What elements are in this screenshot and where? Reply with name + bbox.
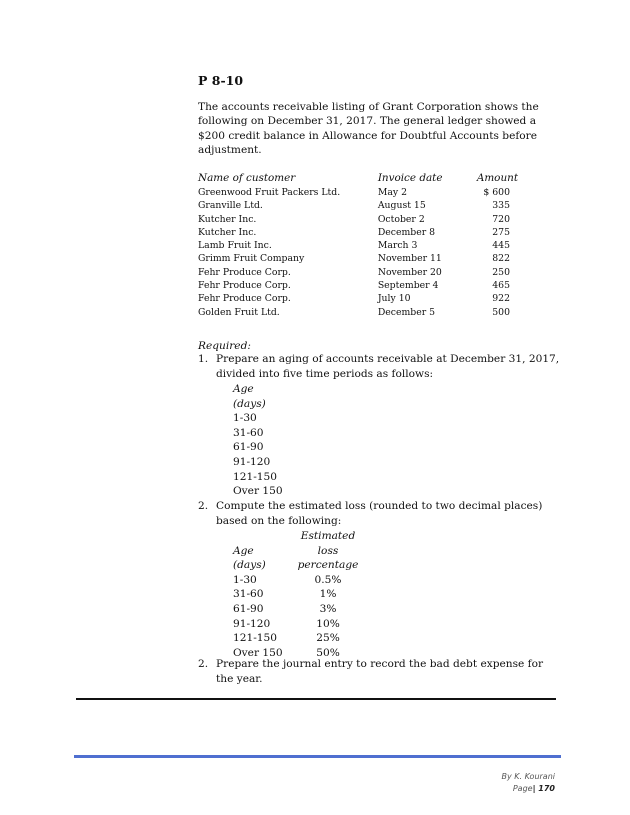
loss-percentage-cell: 10%: [316, 617, 340, 630]
footer-rule: [74, 755, 561, 758]
customer-cell: Kutcher Inc.: [198, 226, 257, 238]
customer-cell: Grimm Fruit Company: [198, 253, 305, 265]
invoice-date-cell: May 2: [377, 187, 407, 198]
customer-cell: Granville Ltd.: [198, 200, 263, 212]
loss-header-age: Age: [233, 544, 254, 557]
customer-cell: Kutcher Inc.: [198, 213, 257, 225]
section-divider: [76, 698, 556, 700]
age-periods-list: [233, 382, 283, 499]
loss-age-cell: Over 150: [233, 646, 283, 659]
amount-cell: 500: [492, 306, 510, 318]
amount-cell: $ 600: [483, 187, 510, 198]
footer-page: [501, 783, 555, 795]
intro-paragraph: The accounts receivable listing of Grant Corporation shows the following on December 31, 2017. The general ledger showed a $200 credit balance in Allowance for Doubtful Accounts before adjustment.: [198, 101, 539, 156]
list-item: 61-90: [233, 441, 264, 454]
footer-page-label: Page: [512, 784, 533, 793]
table-row: [198, 306, 518, 319]
header-invoice-date: Invoice date: [377, 172, 443, 185]
invoice-date-cell: December 8: [377, 226, 436, 238]
invoice-date-cell: November 11: [377, 253, 442, 265]
requirement-number: 1.: [198, 353, 209, 365]
customer-cell: Fehr Produce Corp.: [198, 293, 291, 305]
footer-page-number: | 170: [532, 784, 555, 793]
loss-percentage-cell: 25%: [316, 632, 340, 645]
customer-cell: Greenwood Fruit Packers Ltd.: [198, 187, 341, 198]
table-header-row: [198, 172, 518, 186]
loss-age-cell: 121-150: [233, 632, 278, 645]
invoice-date-cell: July 10: [377, 293, 411, 305]
table-row: [198, 266, 518, 279]
list-item: 91-120: [233, 455, 271, 468]
header-amount: Amount: [476, 172, 518, 185]
list-item: 1-30: [233, 412, 257, 425]
footer-author: By K. Kourani: [501, 772, 555, 781]
requirement-2-number: 2.: [198, 500, 209, 512]
amount-cell: 275: [492, 226, 510, 238]
requirement-3-number: 2.: [198, 658, 209, 670]
invoice-date-cell: September 4: [377, 280, 439, 292]
page-footer: [501, 771, 555, 795]
loss-header-pct: Estimated: [300, 530, 356, 542]
loss-age-cell: 1-30: [233, 573, 257, 586]
requirement-1-number-wrap: [198, 352, 208, 367]
invoice-date-cell: August 15: [377, 200, 426, 212]
table-row: [198, 279, 518, 292]
loss-header-pct: percentage: [297, 559, 359, 572]
loss-percentage-cell: 1%: [319, 588, 337, 601]
list-item: 121-150: [233, 470, 278, 483]
age-header-line: (days): [233, 397, 266, 410]
list-item: 31-60: [233, 426, 264, 439]
customer-cell: Fehr Produce Corp.: [198, 280, 291, 292]
amount-cell: 822: [492, 253, 510, 265]
required-label: Required:: [198, 340, 251, 352]
problem-heading: P 8-10: [198, 73, 244, 88]
requirement-3-text: Prepare the journal entry to record the bad debt expense for the year.: [216, 658, 544, 685]
loss-age-cell: 91-120: [233, 617, 271, 630]
invoice-date-cell: December 5: [377, 306, 436, 318]
amount-cell: 250: [492, 266, 510, 278]
loss-percentage-cell: 50%: [316, 646, 340, 659]
accounts-receivable-table: [198, 172, 518, 319]
header-customer: Name of customer: [198, 172, 296, 185]
list-item: Over 150: [233, 485, 283, 498]
invoice-date-cell: October 2: [377, 213, 425, 225]
invoice-date-cell: March 3: [377, 240, 418, 252]
requirement-2-text: Compute the estimated loss (rounded to two decimal places) based on the following:: [216, 500, 543, 527]
invoice-date-cell: November 20: [377, 266, 442, 278]
table-row: [198, 213, 518, 226]
customer-cell: Lamb Fruit Inc.: [198, 240, 272, 252]
loss-percentage-cell: 0.5%: [314, 573, 342, 586]
loss-age-cell: 61-90: [233, 602, 264, 615]
requirement-1-text: Prepare an aging of accounts receivable at December 31, 2017, divided into five time periods as follows:: [216, 353, 560, 380]
age-header-line: Age: [233, 383, 254, 395]
loss-age-cell: 31-60: [233, 588, 264, 601]
table-row: [198, 226, 518, 239]
customer-cell: Fehr Produce Corp.: [198, 266, 291, 278]
loss-percentage-cell: 3%: [319, 602, 337, 615]
table-row: [198, 252, 518, 265]
table-row: [198, 186, 518, 199]
amount-cell: 720: [492, 213, 510, 225]
amount-cell: 335: [492, 200, 510, 212]
loss-header-age: (days): [233, 559, 266, 572]
amount-cell: 922: [492, 293, 510, 305]
amount-cell: 465: [492, 280, 510, 292]
loss-header-pct: loss: [317, 544, 339, 557]
amount-cell: 445: [492, 240, 510, 252]
customer-cell: Golden Fruit Ltd.: [198, 306, 280, 318]
table-row: [198, 199, 518, 212]
table-row: [198, 292, 518, 305]
table-row: [198, 239, 518, 252]
